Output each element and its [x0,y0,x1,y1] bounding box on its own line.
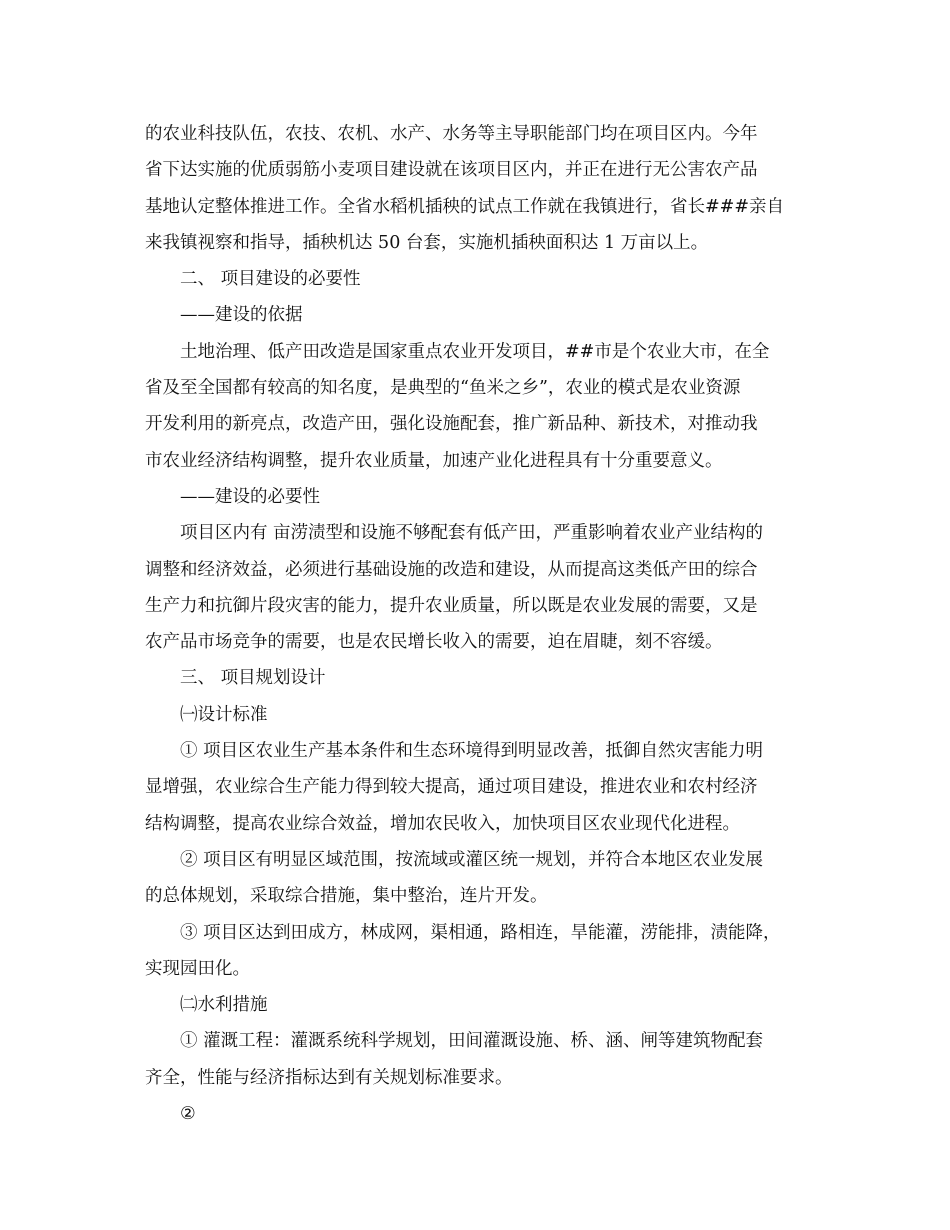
subheading-basis: ——建设的依据 [180,305,303,326]
subheading-design-standard: ㈠设计标准 [180,704,268,725]
section-heading-planning: 三、 项目规划设计 [180,668,326,689]
text-line: 开发利用的新亮点，改造产田，强化设施配套，推广新品种、新技术，对推动我 [145,414,758,435]
text-line: ① 项目区农业生产基本条件和生态环境得到明显改善，抵御自然灾害能力明 [180,741,764,762]
subheading-water-measures: ㈡水利措施 [180,995,268,1016]
text-line: ② 项目区有明显区域范围，按流域或灌区统一规划，并符合本地区农业发展 [180,849,764,870]
text-line: 结构调整，提高农业综合效益，增加农民收入，加快项目区农业现代化进程。 [145,813,740,834]
text-line: 齐全，性能与经济指标达到有关规划标准要求。 [145,1067,513,1088]
text-line: 农产品市场竞争的需要，也是农民增长收入的需要，迫在眉睫，刻不容缓。 [145,632,723,653]
subheading-necessity: ——建设的必要性 [180,486,320,507]
section-heading-necessity: 二、 项目建设的必要性 [180,269,361,290]
text-line: ③ 项目区达到田成方，林成网，渠相通，路相连，旱能灌，涝能排，渍能降， [180,922,781,943]
text-line: 来我镇视察和指导，插秧机达 50 台套，实施机插秧面积达 1 万亩以上。 [145,232,709,253]
text-line: 实现园田化。 [145,958,250,979]
text-line: 项目区内有 亩涝渍型和设施不够配套有低产田，严重影响着农业产业结构的 [180,523,764,544]
text-line: 省及至全国都有较高的知名度，是典型的“鱼米之乡”，农业的模式是农业资源 [145,378,741,399]
text-line: 生产力和抗御片段灾害的能力，提升农业质量，所以既是农业发展的需要，又是 [145,595,758,616]
text-line: 基地认定整体推进工作。全省水稻机插秧的试点工作就在我镇进行，省长###亲自 [145,196,784,217]
document-body [145,116,820,1132]
text-line: 的总体规划，采取综合措施，集中整治，连片开发。 [145,886,548,907]
text-line: 调整和经济效益，必须进行基础设施的改造和建设，从而提高这类低产田的综合 [145,559,758,580]
text-line: 土地治理、低产田改造是国家重点农业开发项目，##市是个农业大市，在全 [180,341,770,362]
text-line: 显增强，农业综合生产能力得到较大提高，通过项目建设，推进农业和农村经济 [145,777,758,798]
text-line: 省下达实施的优质弱筋小麦项目建设就在该项目区内，并正在进行无公害农产品 [145,160,758,181]
text-line: ① 灌溉工程：灌溉系统科学规划，田间灌溉设施、桥、涵、闸等建筑物配套 [180,1031,764,1052]
text-line: 市农业经济结构调整，提升农业质量，加速产业化进程具有十分重要意义。 [145,450,723,471]
text-line: 的农业科技队伍，农技、农机、水产、水务等主导职能部门均在项目区内。今年 [145,124,758,144]
text-line: ② [180,1104,196,1125]
